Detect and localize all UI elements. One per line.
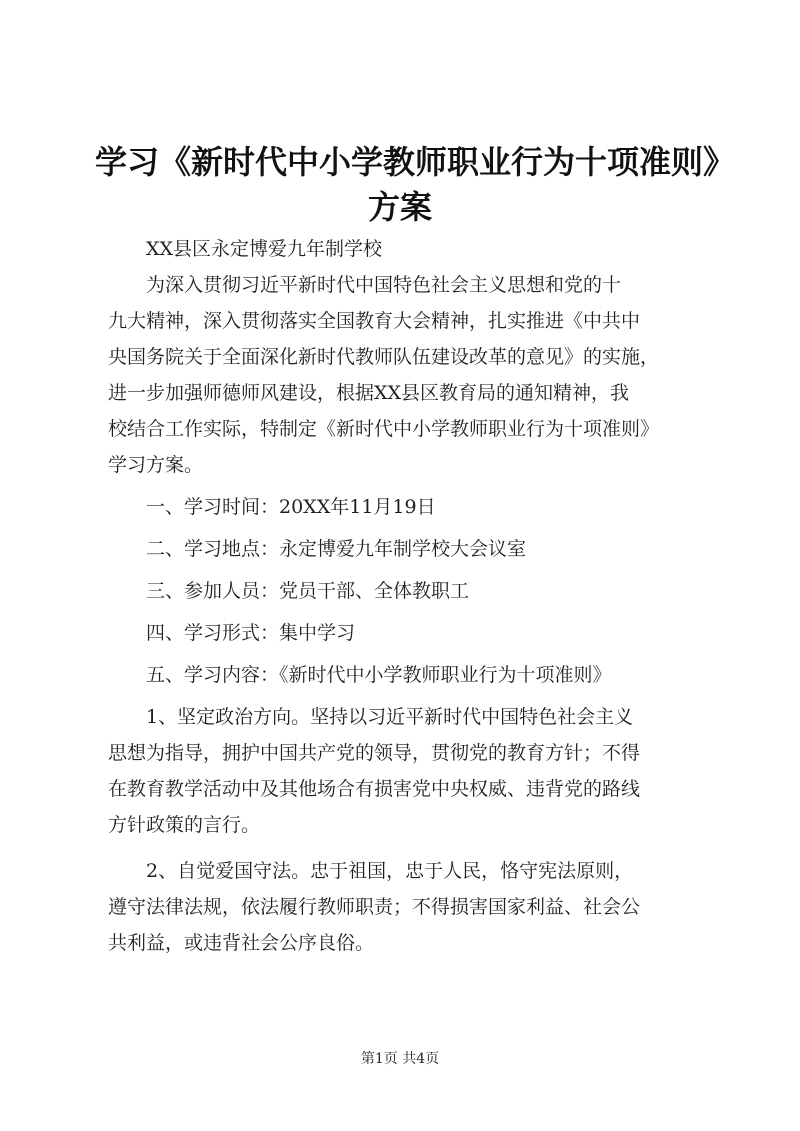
item-paragraph <box>108 531 700 567</box>
intro-line: 进一步加强师德师风建设，根据XX县区教育局的通知精神，我 <box>108 382 630 404</box>
plan-item-content: 五、学习内容：《新时代中小学教师职业行为十项准则》 <box>146 664 612 686</box>
item-paragraph <box>108 573 700 609</box>
item-paragraph <box>108 615 700 651</box>
intro-line: 九大精神，深入贯彻落实全国教育大会精神，扎实推进《中共中 <box>108 310 641 332</box>
intro-paragraph <box>108 267 700 483</box>
intro-line: 学习方案。 <box>108 454 204 476</box>
plan-item-participants: 三、参加人员：党员干部、全体教职工 <box>146 580 470 602</box>
document-body <box>108 231 700 961</box>
school-name: XX县区永定博爱九年制学校 <box>146 238 383 260</box>
rule1-line: 1、坚定政治方向。坚持以习近平新时代中国特色社会主义 <box>146 706 634 728</box>
rule1-line: 思想为指导，拥护中国共产党的领导，贯彻党的教育方针；不得 <box>108 742 641 764</box>
rule1-line: 在教育教学活动中及其他场合有损害党中央权威、违背党的路线 <box>108 778 641 800</box>
rule2-line: 2、自觉爱国守法。忠于祖国，忠于人民，恪守宪法原则， <box>146 860 634 882</box>
school-name-paragraph <box>108 231 700 267</box>
intro-line: 央国务院关于全面深化新时代教师队伍建设改革的意见》的实施， <box>108 346 660 368</box>
item-paragraph <box>108 657 700 693</box>
rule1-paragraph <box>108 699 700 843</box>
intro-line: 为深入贯彻习近平新时代中国特色社会主义思想和党的十 <box>146 274 622 296</box>
rule2-line: 共利益，或违背社会公序良俗。 <box>108 932 375 954</box>
page-number: 第1页 共4页 <box>360 1051 440 1067</box>
plan-item-location: 二、学习地点：永定博爱九年制学校大会议室 <box>146 538 527 560</box>
document-title-line1: 学习《新时代中小学教师职业行为十项准则》 <box>95 143 736 181</box>
document-title-line2: 方案 <box>367 188 432 226</box>
rule2-line: 遵守法律法规，依法履行教师职责；不得损害国家利益、社会公 <box>108 896 641 918</box>
rule2-paragraph <box>108 853 700 961</box>
plan-item-format: 四、学习形式：集中学习 <box>146 622 356 644</box>
plan-item-time: 一、学习时间：20XX年11月19日 <box>146 496 436 518</box>
intro-line: 校结合工作实际，特制定《新时代中小学教师职业行为十项准则》 <box>108 418 660 440</box>
item-paragraph <box>108 489 700 525</box>
rule1-line: 方针政策的言行。 <box>108 814 261 836</box>
